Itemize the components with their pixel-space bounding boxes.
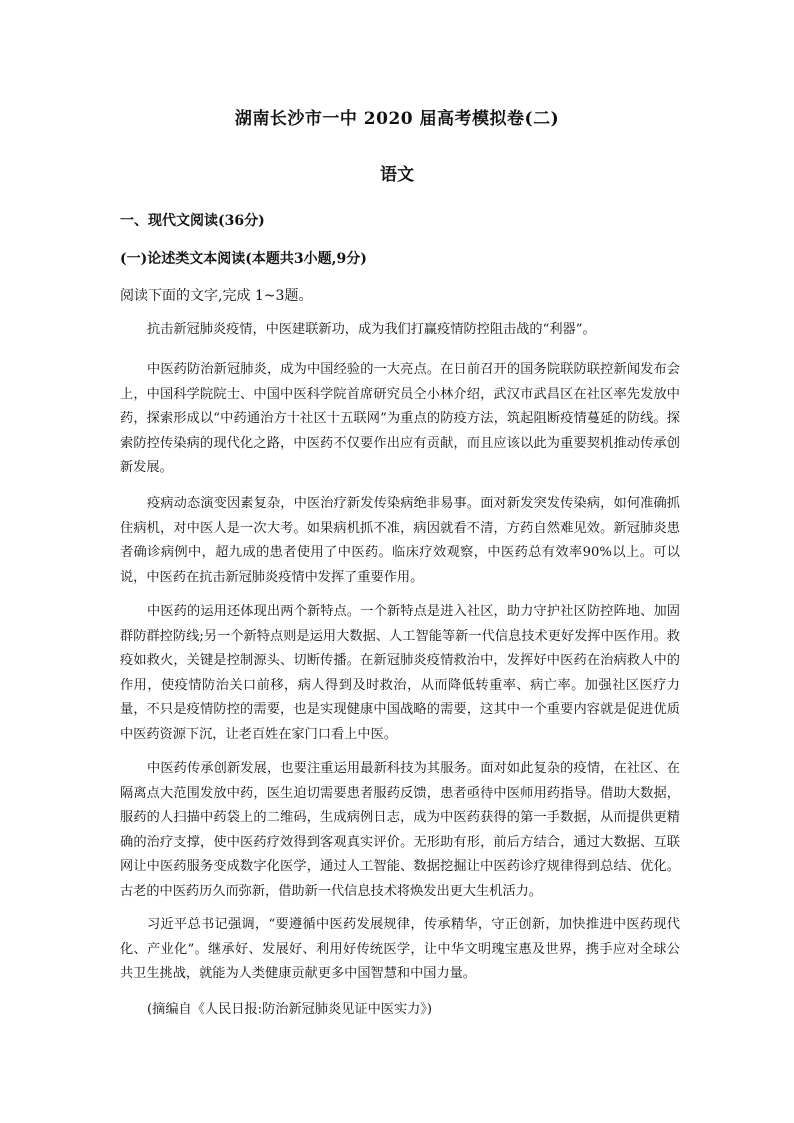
subject-title: 语文: [380, 165, 414, 185]
exam-title: 湖南长沙市一中 2020 届高考模拟卷(二): [234, 109, 560, 129]
paragraph-3: 疫病动态演变因素复杂，中医治疗新发传染病绝非易事。面对新发突发传染病，如何准确抓住病机，对中医人是一次大考。如果病机抓不准，病因就看不清，方药自然难见效。新冠肺炎患者确诊病例中，超九成的患者使用了中医药。临床疗效观察，中医药总有效率90%以上。可以说，中医药在抗击新冠肺炎疫情中发挥了重要作用。: [120, 496, 680, 585]
paragraph-6: 习近平总书记强调，“要遵循中医药发展规律，传承精华，守正创新，加快推进中医药现代化、产业化”。继承好、发展好、利用好传统医学，让中华文明瑰宝惠及世界，携手应对全球公共卫生挑战，就能为人类健康贡献更多中国智慧和中国力量。: [120, 917, 680, 981]
paragraph-2: 中医药防治新冠肺炎，成为中国经验的一大亮点。在日前召开的国务院联防联控新闻发布会上，中国科学院院士、中国中医科学院首席研究员仝小林介绍，武汉市武昌区在社区率先发放中药，探索形成以“中药通治方十社区十五联网”为重点的防疫方法，筑起阻断疫情蔓延的防线。探索防控传染病的现代化之路，中医药不仅要作出应有贡献，而且应该以此为重要契机推动传承创新发展。: [120, 362, 680, 475]
paragraph-4: 中医药的运用还体现出两个新特点。一个新特点是进入社区，助力守护社区防控阵地、加固群防群控防线;另一个新特点则是运用大数据、人工智能等新一代信息技术更好发挥中医作用。救疫如救火，关键是控制源头、切断传播。在新冠肺炎疫情救治中，发挥好中医药在治病救人中的作用，使疫情防治关口前移，病人得到及时救治，从而降低转重率、病亡率。加强社区医疗力量，不只是疫情防控的需要，也是实现健康中国战略的需要，这其中一个重要内容就是促进优质中医药资源下沉，让老百姓在家门口看上中医。: [120, 604, 680, 742]
source-citation: (摘编自《人民日报:防治新冠肺炎见证中医实力》): [147, 1002, 433, 1017]
subsection-heading: (一)论述类文本阅读(本题共3小题,9分): [120, 251, 367, 267]
paragraph-5: 中医药传承创新发展，也要注重运用最新科技为其服务。面对如此复杂的疫情，在社区、在隔离点大范围发放中药，医生迫切需要患者服药反馈，患者亟待中医师用药指导。借助大数据，服药的人扫描中药袋上的二维码，生成病例日志，成为中医药获得的第一手数据，从而提供更精确的治疗支撑，使中医药疗效得到客观真实评价。无形助有形，前后方结合，通过大数据、互联网让中医药服务变成数字化医学，通过人工智能、数据挖掘让中医药诊疗规律得到总结、优化。古老的中医药历久而弥新，借助新一代信息技术将焕发出更大生机活力。: [120, 761, 680, 899]
instruction-text: 阅读下面的文字,完成 1~3题。: [120, 288, 313, 304]
section-heading: 一、现代文阅读(36分): [120, 213, 265, 229]
paragraph-1: 抗击新冠肺炎疫情，中医建联新功，成为我们打赢疫情防控阻击战的“利器”。: [147, 322, 596, 337]
